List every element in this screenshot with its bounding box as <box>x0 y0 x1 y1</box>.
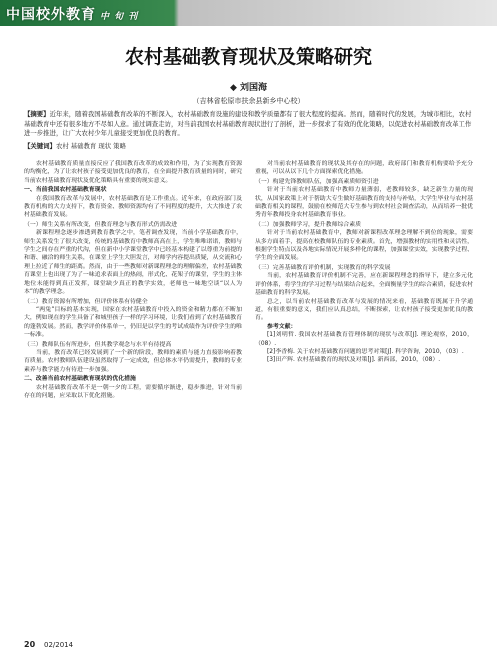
page-number: 20 <box>24 640 36 649</box>
keywords-label: 【关键词】 <box>24 142 56 150</box>
paragraph: “两兔”目标的基本实现，国家在农村基础教育中投入的资金和精力都在不断加大，例如现在的学生具备了和城里孩子一样的学习环境，让我们看到了农村基础教育的蓬勃发展。然而，教学评价体系单一，仍旧是以学生的考试成绩作为评价学生的唯一标准。 <box>24 306 242 339</box>
reference-item: [1]刘明哲. 我国农村基础教育管理体制的现状与改革[J]. 理论观察，2010，（08）. <box>255 332 473 347</box>
paragraph: 针对于当前农村基础教育中教师力量薄弱，老教师较多，缺乏新生力量的现状，从国家政策上对于帮助大专生做好基础教育的支持与补贴，大学生毕业与农村基础教育相关的课程，鼓励在校师范大专生参与到农村社会调查活动，从而培养一批优秀青年教师投身农村基础教育事业。 <box>255 187 473 219</box>
abstract-label: 【摘要】 <box>24 110 50 118</box>
section-heading: 一、当前我国农村基础教育现状 <box>24 187 107 194</box>
journal-logo: 中国校外教育 中 旬 刊 <box>6 7 139 23</box>
section-heading: 二、改善当前农村基础教育现状的优化措施 <box>24 376 136 383</box>
subsection-heading: （三）教师队伍有所进步，但其教学观念与水平有待提高 <box>24 341 172 348</box>
paragraph: 当前，农村基础教育评价机制不完善，应在新课程理念的指导下，建立多元化评价体系，将学生的学习过程与结果结合起来，全面衡量学生的综合素质，促进农村基础教育的科学发展。 <box>255 273 473 297</box>
paragraph: 在我国教育改革与发展中，农村基础教育是工作重点。近年来，在政府部门及教育机构的大力支持下，教育资金、教师资源均有了不同程度的提升，大大推进了农村基础教育发展。 <box>24 195 242 219</box>
paragraph: 农村基础教育改革不是一朝一夕的工程，需要循序渐进，稳步推进，针对当前存在的问题，应采取以下优化措施。 <box>24 384 242 399</box>
paragraph: 对当前农村基础教育的现状及其存在的问题，政府部门和教育机构要给予充分重视，可以从以下几个方面探索优化措施。 <box>255 161 473 176</box>
paragraph: 农村基础教育质量直接反应了我国教育改革的成效和作用，为了实现教育资源的均衡化，为了让农村孩子接受更加优良的教育，在全面提升教育质量的同时，研究当前农村基础教育现状及优化策略具有重要的现实意义。 <box>24 161 242 184</box>
references-title: 参考文献： <box>267 323 297 330</box>
journal-header-band <box>0 0 497 26</box>
author-name: ◆ 刘国海 <box>229 83 268 93</box>
keywords <box>24 142 476 152</box>
paragraph: 当前，教育改革已经发展到了一个新的阶段，教师的素质与能力直接影响着教育质量。农村教师队伍建设虽然取得了一定成效，但总体水平仍需提升，教师的专业素养与教学能力有待进一步加强。 <box>24 349 242 373</box>
keywords-text: 农村 基础教育 现状 策略 <box>55 142 126 150</box>
paragraph: 针对于当前农村基础教育中，教师对新课程改革理念理解不到位的现象，需要从多方面着手，提高在校教师队伍的专业素质。首先，增强教材的实用性和灵活性，根据学生特点以及各地实际情况开展多样化的课程，加强课堂实效，实现教学过程、学生的全面发展。 <box>255 230 473 262</box>
right-column <box>255 160 473 365</box>
reference-item: [2]李香梅. 关于农村基础教育问题的思考对策[J]. 科学咨询，2010，（03）. <box>267 348 464 355</box>
article-title: 农村基础教育现状及策略研究 <box>124 46 372 68</box>
subsection-heading: （一）师生关系有所改变，但教育理念与教育形式仍需改进 <box>24 221 178 228</box>
author-affiliation: （吉林省松原市扶余县新乡中心校） <box>192 97 305 105</box>
reference-item: [3]田产辉. 农村基础教育的现状及对策[J]. 新西部，2010，（08）. <box>267 357 441 364</box>
abstract-text: 近年来，随着我国基础教育改革的不断深入，农村基础教育设施的建设和教学质量都有了很大程度的提高。然而，随着时代的发展，为城市相比，农村基础教育中还有很多地方不尽如人意。通过调查走访，对当前我国农村基础教育现状进行了剖析，进一步探求了有效的优化策略，以促进农村基础教育改革工作进一步推进，让广大农村少年儿童接受更加优良的教育。 <box>24 110 472 138</box>
subsection-heading: （一）构建先锋教师队伍，加强高素质师资引进 <box>255 178 379 185</box>
subsection-heading: （三）完善基础教育评价机制，实现教育的科学发展 <box>255 264 391 271</box>
left-column <box>24 160 242 400</box>
subsection-heading: （二）加强教师学习，提升教师综合素质 <box>255 221 362 228</box>
abstract <box>24 110 476 139</box>
paragraph: 总之，以当前农村基础教育改革与发展的情况来看，基础教育既属于升学通道，有很重要的意义，我们应认真总结，不断探索，让农村孩子接受更加优良的教育。 <box>255 298 473 322</box>
issue-number: 02/2014 <box>44 641 74 649</box>
subsection-heading: （二）教育资源有所增加，但评价体系有待健全 <box>24 298 148 305</box>
paragraph: 新课程理念逐步渗透到教育教学之中，笔者调查发现，当前小学基础教育中，师生关系发生了很大改变，传统的基础教育中教师高高在上，学生唯唯诺诺，教师与学生之间存在严重的代沟，但在新中小学课堂教学中已经基本构建了以尊重为前提的和谐、融洽的师生关系，在课堂上学生大胆发言，对师学内容提出质疑，从交流和心理上拉近了师生的距离。然而，由于一些教师对新课程理念的理解偏差，农村基础教育课堂上也出现了为了一味追求表面上的热闹，形式化、花架子的课堂，学生的主体地位未能得到真正发挥，课堂缺少真正的教学实效，老师也一味地空谈“以人为本”的教学理念。 <box>24 230 242 296</box>
